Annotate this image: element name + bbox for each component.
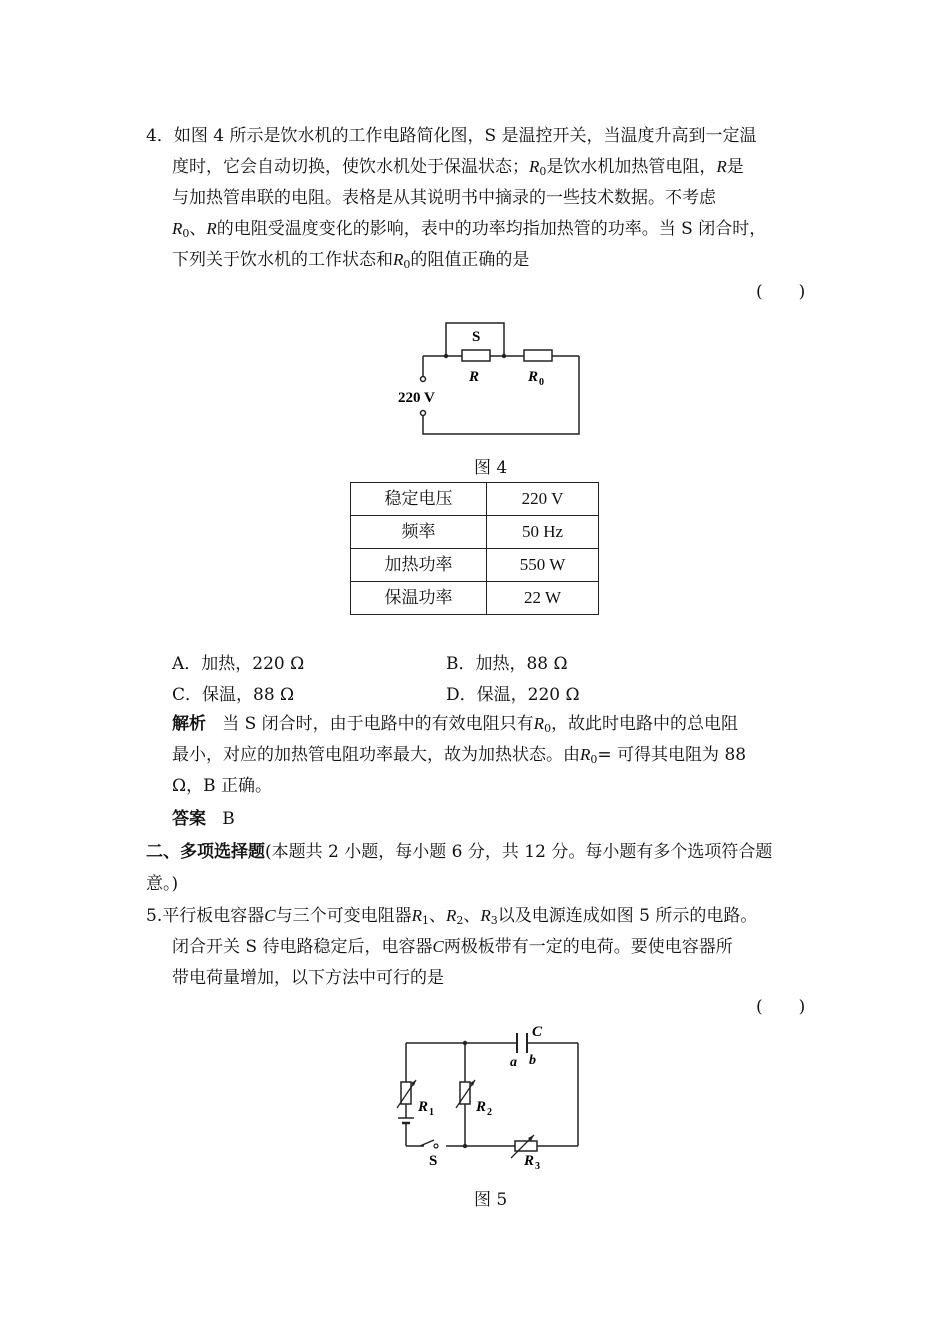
q4-text-line-4: $R_0$、R的电阻受温度变化的影响，表中的功率均指加热管的功率。当 S 闭合时， xyxy=(172,219,767,240)
analysis-line-2: 最小，对应的加热管电阻功率最大，故为加热状态。由$R_0=$ 可得其电阻为 88 xyxy=(172,745,747,766)
R3-subscript: 3 xyxy=(535,1161,540,1172)
q4-answer-blank: ( ) xyxy=(756,282,806,302)
R1-subscript: 1 xyxy=(429,1107,434,1118)
q4-text-line-3: 与加热管串联的电阻。表格是从其说明书中摘录的一些技术数据。不考虑 xyxy=(172,188,716,208)
figure-4-caption: 图 4 xyxy=(474,458,508,478)
R2-label: R xyxy=(476,1099,487,1115)
answer-line xyxy=(172,807,235,831)
q4-text-line-1: 4．如图 4 所示是饮水机的工作电路简化图，S 是温控开关，当温度升高到一定温 xyxy=(146,126,757,146)
spec-table xyxy=(350,482,599,615)
switch-S-label: S xyxy=(429,1153,438,1169)
R1-label: R xyxy=(418,1099,429,1115)
answer-value: B xyxy=(222,809,235,829)
resistor-R xyxy=(462,350,490,361)
figure-5-caption: 图 5 xyxy=(474,1190,508,1210)
q5-answer-blank: ( ) xyxy=(756,997,806,1017)
option-d: D．保温，220 Ω xyxy=(446,685,580,705)
R3-label: R xyxy=(524,1153,535,1169)
terminal-bottom xyxy=(421,411,426,416)
table-row: 保温功率 22 W xyxy=(351,582,599,615)
R0-label: R xyxy=(528,369,539,385)
option-b: B．加热，88 Ω xyxy=(446,654,568,674)
R0-subscript: 0 xyxy=(539,377,544,388)
answer-label: 答案 xyxy=(172,809,206,829)
R2-subscript: 2 xyxy=(487,1107,492,1118)
capacitor-C-label: C xyxy=(532,1024,543,1040)
q5-text-line-3: 带电荷量增加，以下方法中可行的是 xyxy=(172,968,444,988)
voltage-label: 220 V xyxy=(398,390,435,406)
resistor-R0 xyxy=(524,350,552,361)
figure-5-circuit xyxy=(390,1020,590,1175)
table-row: 加热功率 550 W xyxy=(351,549,599,582)
table-row: 稳定电压 220 V xyxy=(351,483,599,516)
terminal-top xyxy=(421,377,426,382)
section-2-heading: 二、多项选择题(本题共 2 小题，每小题 6 分，共 12 分。每小题有多个选项符合题 xyxy=(146,842,773,862)
q5-text-line-1: 5.平行板电容器C与三个可变电阻器$R_1$、$R_2$、$R_3$以及电源连成如图 5 所示的电路。 xyxy=(146,906,758,927)
section-2-heading-cont: 意。) xyxy=(146,874,179,894)
plate-b-label: b xyxy=(529,1053,536,1068)
analysis-line-3: Ω，B 正确。 xyxy=(172,776,272,796)
table-row: 频率 50 Hz xyxy=(351,516,599,549)
section-2-title: 二、多项选择题 xyxy=(146,842,265,862)
option-c: C．保温，88 Ω xyxy=(172,685,295,705)
q5-number: 5. xyxy=(146,906,163,926)
figure-4-circuit xyxy=(380,310,600,440)
option-a: A．加热，220 Ω xyxy=(172,654,305,674)
q4-text-line-2: 度时，它会自动切换，使饮水机处于保温状态；$R_0$是饮水机加热管电阻，R是 xyxy=(172,157,744,178)
plate-a-label: a xyxy=(510,1055,517,1070)
switch-S-label: S xyxy=(472,329,481,345)
q4-number: 4． xyxy=(146,126,174,146)
R-label: R xyxy=(469,369,480,385)
analysis-label: 解析 xyxy=(172,714,206,734)
q5-text-line-2: 闭合开关 S 待电路稳定后，电容器C两极板带有一定的电荷。要使电容器所 xyxy=(172,937,733,957)
q4-text-line-5: 下列关于饮水机的工作状态和$R_0$的阻值正确的是 xyxy=(172,250,530,271)
analysis-line-1: 解析 当 S 闭合时，由于电路中的有效电阻只有$R_0$，故此时电路中的总电阻 xyxy=(172,714,739,735)
